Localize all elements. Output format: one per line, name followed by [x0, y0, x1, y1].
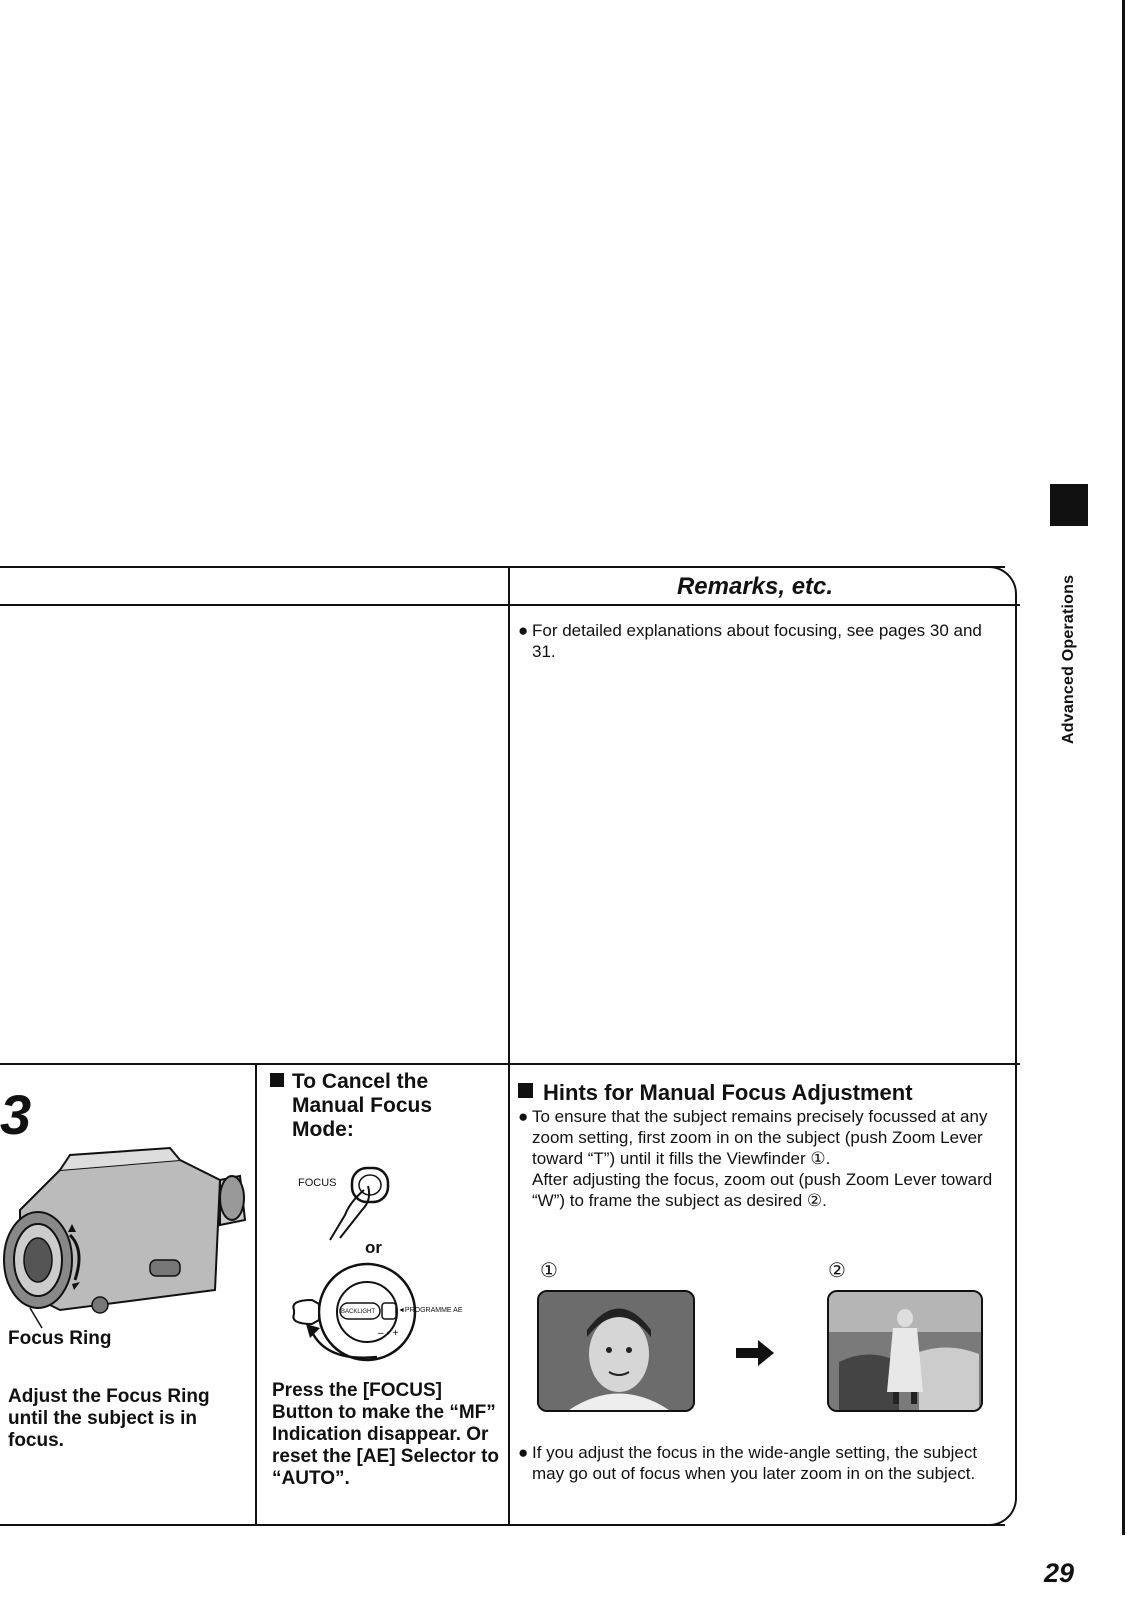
photo1-label: ① — [540, 1260, 558, 1282]
zoomed-in-subject-image — [539, 1292, 693, 1410]
table-right-edge — [1015, 600, 1017, 1500]
hints-item — [518, 1442, 1008, 1484]
hints-item — [518, 1106, 1008, 1211]
cancel-heading — [270, 1070, 500, 1142]
table-bottom-rule — [0, 1524, 1005, 1526]
bullet: ● — [518, 1107, 529, 1126]
focus-ring-label: Focus Ring — [8, 1328, 112, 1349]
focus-button-label: FOCUS — [298, 1177, 337, 1189]
bullet: ● — [518, 1443, 529, 1462]
remarks-item-text: For detailed explanations about focusing, see pages 30 and 31. — [532, 621, 982, 661]
ae-selector-illustration — [282, 1262, 502, 1382]
table-header-rule — [0, 604, 1020, 606]
hints-item-text-1: To ensure that the subject remains precisely focussed at any zoom setting, first zoom in on the subject (push Zoom Lever toward “T”) until it fills the Viewfinder ①. — [532, 1107, 988, 1168]
backlight-label: BACKLIGHT — [341, 1309, 376, 1315]
table-corner-top-right — [985, 566, 1017, 604]
heading-square-icon — [270, 1073, 284, 1087]
cancel-heading-line1: To Cancel the — [292, 1070, 429, 1093]
photo2-label: ② — [828, 1260, 846, 1282]
step-instruction: Adjust the Focus Ring until the subject is in focus. — [8, 1386, 210, 1451]
page-right-border — [1122, 0, 1125, 1535]
programme-ae-label: ◄PROGRAMME AE — [398, 1307, 463, 1314]
table-corner-bottom-right — [985, 1496, 1017, 1526]
zoomed-out-subject-image — [829, 1292, 981, 1410]
section-tab-marker — [1050, 484, 1088, 526]
step-column-divider — [255, 1064, 257, 1525]
side-tab-label: Advanced Operations — [1060, 574, 1077, 744]
heading-square-icon — [518, 1083, 533, 1098]
remarks-heading: Remarks, etc. — [676, 573, 834, 600]
arrow-right-icon — [736, 1338, 776, 1368]
page-number: 29 — [1044, 1558, 1075, 1588]
or-label: or — [365, 1238, 382, 1257]
zoomed-out-subject-photo — [827, 1290, 983, 1412]
hints-heading-text: Hints for Manual Focus Adjustment — [543, 1080, 913, 1105]
cancel-instruction: Press the [FOCUS] Button to make the “MF” Indication disappear. Or reset the [AE] Selector to “AUTO”. — [272, 1380, 499, 1489]
camcorder-illustration — [0, 1140, 250, 1330]
cancel-heading-line2: Manual Focus — [292, 1094, 433, 1117]
remarks-item — [518, 620, 998, 662]
hints-heading — [518, 1080, 913, 1106]
remarks-column-divider — [508, 566, 510, 1526]
hints-item-text-3: If you adjust the focus in the wide-angle setting, the subject may go out of focus when you later zoom in on the subject. — [532, 1443, 978, 1483]
cancel-heading-line3: Mode: — [292, 1118, 354, 1141]
zoomed-in-subject-photo — [537, 1290, 695, 1412]
table-top-rule — [0, 566, 1005, 568]
focus-button-press-illustration — [300, 1160, 410, 1250]
bullet: ● — [518, 621, 529, 640]
svg-text:– ◦ +: – ◦ + — [378, 1328, 399, 1339]
table-middle-rule — [0, 1063, 1020, 1065]
step-number: 3 — [0, 1083, 32, 1146]
hints-item-text-2: After adjusting the focus, zoom out (push Zoom Lever toward “W”) to frame the subject as desired ②. — [532, 1170, 993, 1210]
